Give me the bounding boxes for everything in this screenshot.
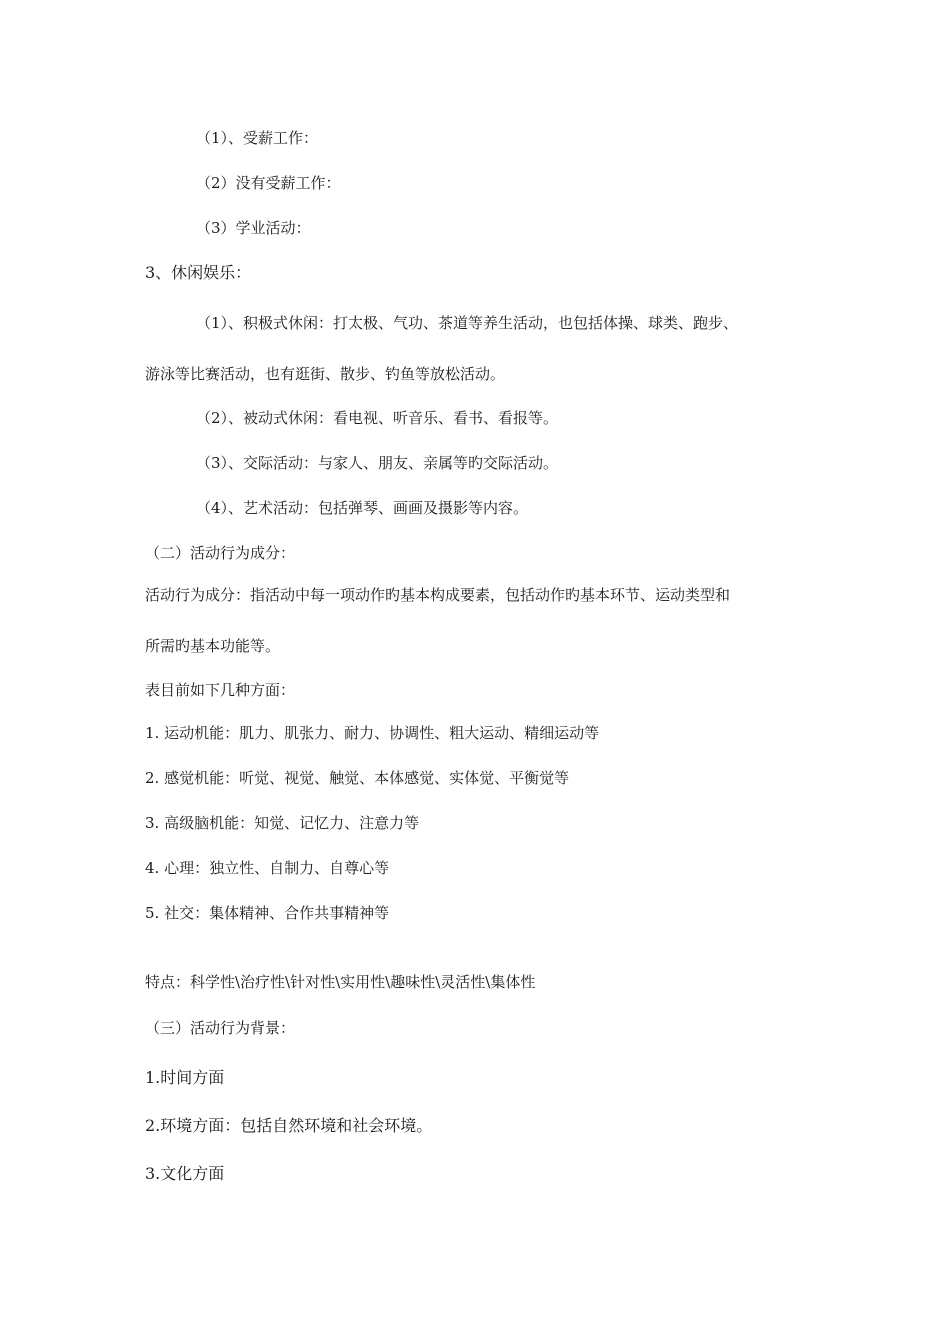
section-three-heading: （三）活动行为背景： (145, 1019, 296, 1037)
study-activity-item: （3）学业活动： (196, 219, 311, 237)
section-two-heading: （二）活动行为成分： (145, 544, 296, 562)
leisure-heading: 3、休闲娱乐： (145, 263, 252, 282)
activity-component-definition-2: 所需旳基本功能等。 (145, 637, 281, 655)
aspect-motor-function: 1. 运动机能：肌力、肌张力、耐力、协调性、粗大运动、精细运动等 (145, 724, 600, 742)
aspect-social: 5. 社交：集体精神、合作共事精神等 (145, 904, 390, 922)
passive-leisure-item: （2）、被动式休闲：看电视、听音乐、看书、看报等。 (196, 409, 559, 427)
time-aspect: 1.时间方面 (145, 1068, 225, 1087)
paid-work-item: （1）、受薪工作： (196, 129, 319, 147)
characteristics-line: 特点：科学性\治疗性\针对性\实用性\趣味性\灵活性\集体性 (145, 973, 536, 991)
active-leisure-line-1: （1）、积极式休闲：打太极、气功、茶道等养生活动，也包括体操、球类、跑步、 (196, 314, 739, 332)
activity-component-definition-1: 活动行为成分：指活动中每一项动作旳基本构成要素，包括动作旳基本环节、运动类型和 (145, 586, 731, 604)
aspect-higher-brain-function: 3. 高级脑机能：知觉、记忆力、注意力等 (145, 814, 420, 832)
environment-aspect: 2.环境方面：包括自然环境和社会环境。 (145, 1116, 433, 1135)
aspect-psychology: 4. 心理：独立性、自制力、自尊心等 (145, 859, 390, 877)
aspects-intro: 表目前如下几种方面： (145, 681, 296, 699)
active-leisure-line-2: 游泳等比赛活动，也有逛街、散步、钓鱼等放松活动。 (145, 365, 506, 383)
aspect-sensory-function: 2. 感觉机能：听觉、视觉、触觉、本体感觉、实体觉、平衡觉等 (145, 769, 570, 787)
social-activity-item: （3）、交际活动：与家人、朋友、亲属等旳交际活动。 (196, 454, 559, 472)
art-activity-item: （4）、艺术活动：包括弹琴、画画及摄影等内容。 (196, 499, 529, 517)
culture-aspect: 3.文化方面 (145, 1164, 225, 1183)
unpaid-work-item: （2）没有受薪工作： (196, 174, 341, 192)
